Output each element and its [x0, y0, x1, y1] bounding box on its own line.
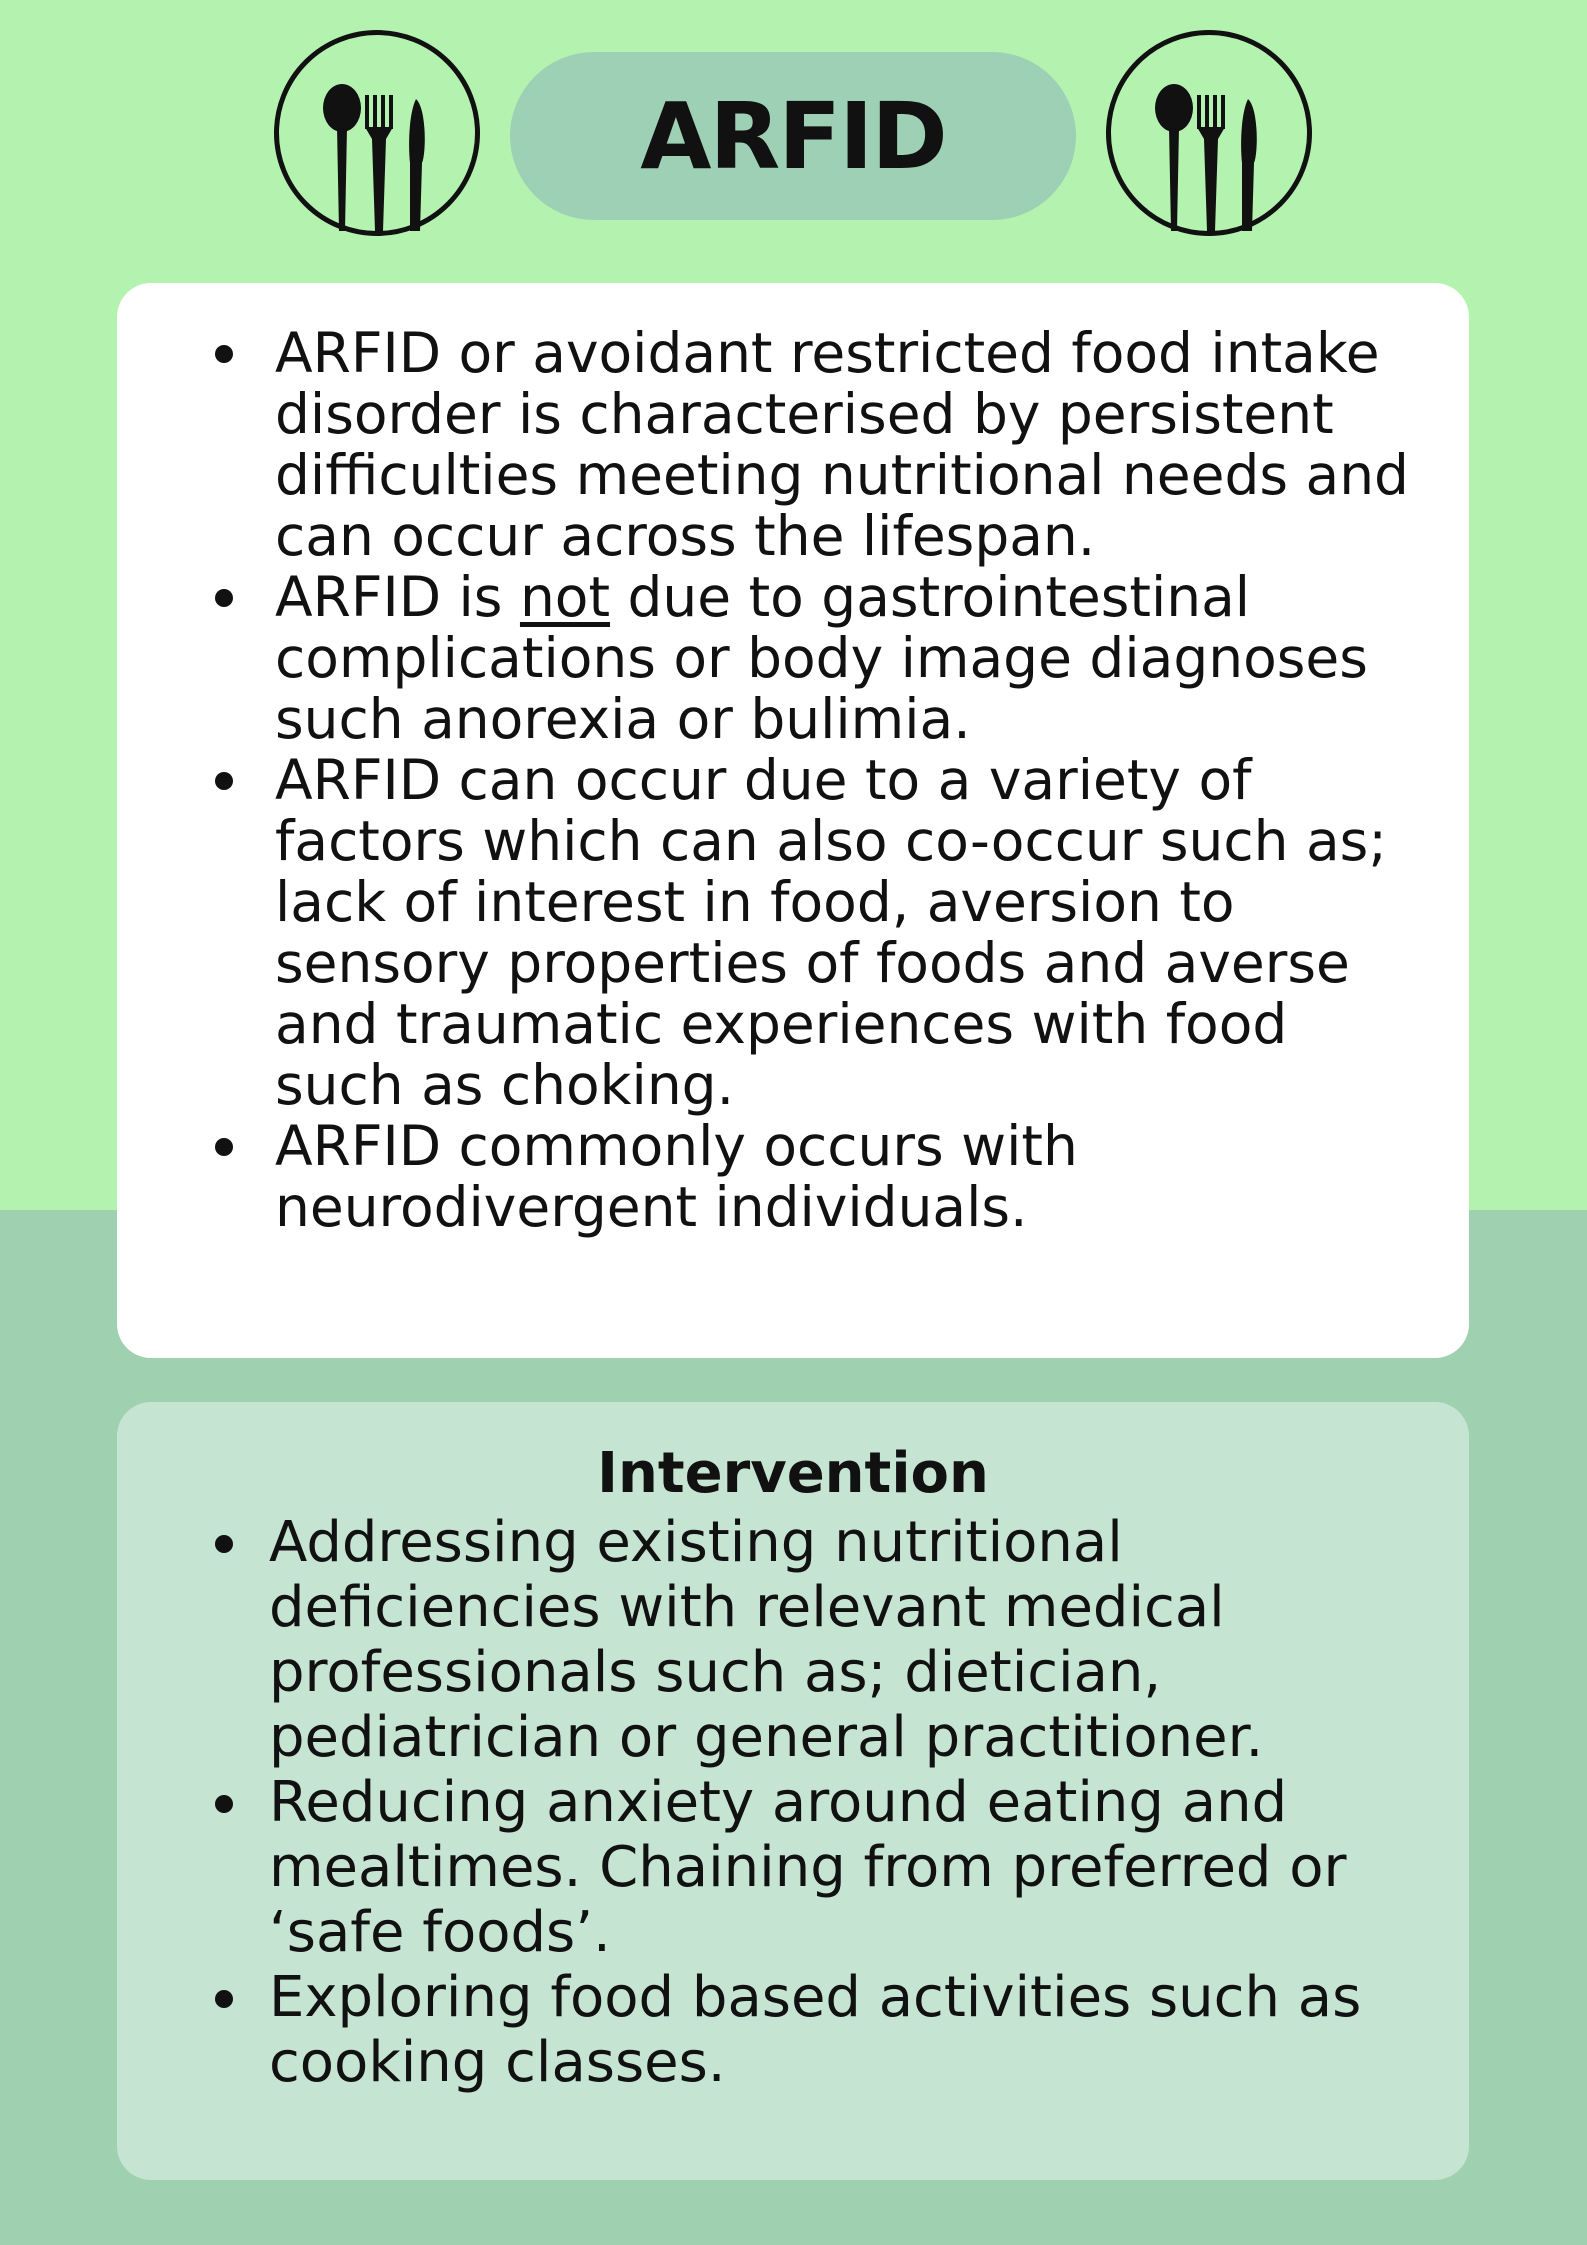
- cutlery-icon: [274, 30, 480, 236]
- info-bullet-definition: ARFID or avoidant restricted food intake disorder is characterised by persistent difficulties meeting nutritional needs and can occur across the lifespan.: [275, 323, 1429, 567]
- info-list: [275, 323, 1429, 1238]
- info-bullet-not-cause-start: ARFID is: [275, 565, 520, 629]
- info-card: [117, 283, 1469, 1358]
- info-bullet-not-cause: [275, 567, 1429, 750]
- intervention-bullet-anxiety: Reducing anxiety around eating and mealtimes. Chaining from preferred or ‘safe foods’.: [269, 1770, 1429, 1965]
- intervention-bullet-activities: Exploring food based activities such as cooking classes.: [269, 1965, 1429, 2095]
- info-bullet-neurodivergent: ARFID commonly occurs with neurodivergent individuals.: [275, 1116, 1429, 1238]
- intervention-heading: Intervention: [597, 1441, 989, 1506]
- cutlery-icon: [1106, 30, 1312, 236]
- info-bullet-not-cause-end: due to gastrointestinal complications or body image diagnoses such anorexia or bulimia.: [275, 565, 1368, 751]
- intervention-list: [269, 1510, 1429, 2095]
- intervention-bullet-nutrition: Addressing existing nutritional deficiencies with relevant medical professionals such as; dietician, pediatrician or general practitioner.: [269, 1510, 1429, 1770]
- underlined-not: not: [519, 565, 611, 629]
- info-bullet-factors: ARFID can occur due to a variety of factors which can also co-occur such as; lack of interest in food, aversion to sensory properties of foods and averse and traumatic experiences with food such as choking.: [275, 750, 1429, 1116]
- intervention-card: [117, 1402, 1469, 2180]
- page-title: ARFID: [510, 52, 1076, 220]
